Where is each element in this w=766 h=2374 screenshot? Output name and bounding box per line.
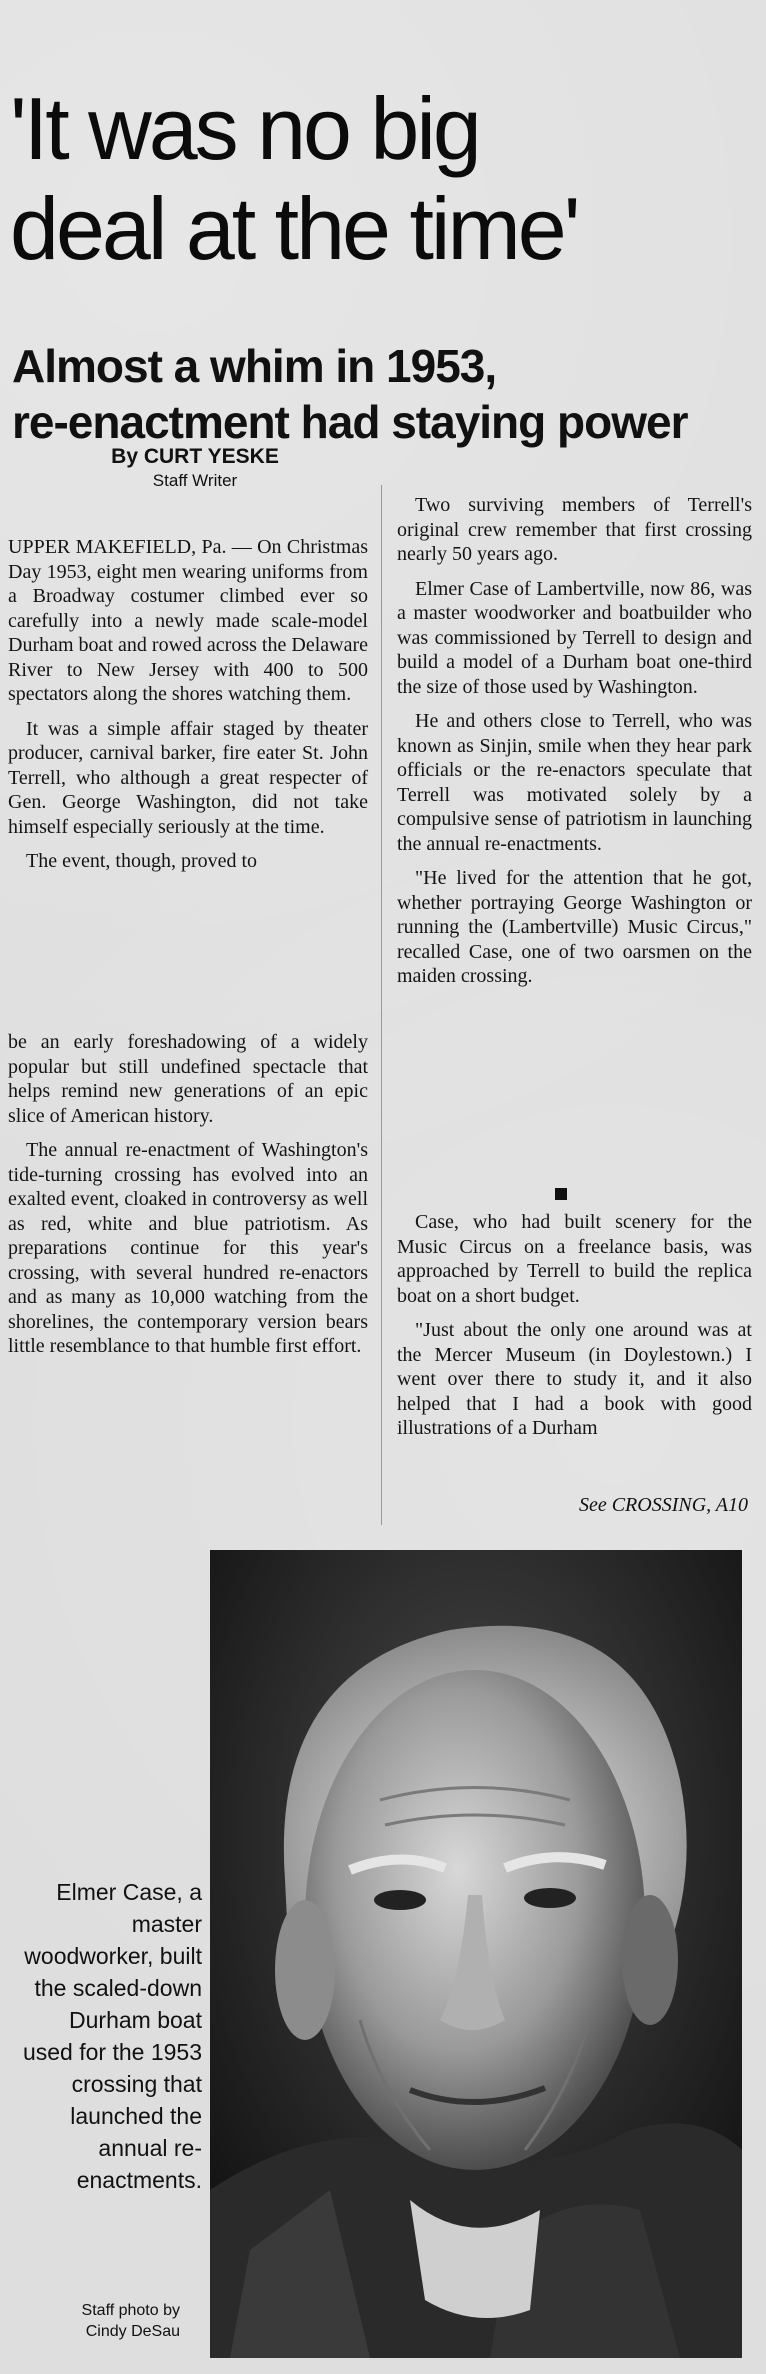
- article-column-a: [8, 535, 368, 884]
- article-column-c: [397, 493, 752, 999]
- byline-title: Staff Writer: [152, 471, 238, 490]
- jump-line: See CROSSING, A10: [578, 1494, 748, 1516]
- photo-caption: Elmer Case, a master woodworker, built the scaled-down Durham boat used for the 1953 crossing that launched the annual re-enactments.: [22, 1879, 202, 2193]
- paragraph: Case, who had built scenery for the Music Circus on a freelance basis, was approached by Terrell to build the replica boat on a short budget.: [397, 1211, 752, 1307]
- paragraph: be an early foreshadowing of a widely popular but still undefined spectacle that helps remind new generations of an epic slice of American history.: [8, 1031, 368, 1127]
- paragraph: The event, though, proved to: [26, 850, 258, 872]
- byline-author: By CURT YESKE: [111, 445, 279, 468]
- portrait-illustration: [210, 1550, 742, 2358]
- column-divider: [381, 485, 382, 1525]
- paragraph: He and others close to Terrell, who was known as Sinjin, smile when they hear park officials or the re-enactors speculate that Terrell was motivated solely by a compulsive sense of patriotism in launching the annual re-enactments.: [397, 710, 752, 855]
- portrait-photo: [210, 1550, 742, 2358]
- section-break-bullet: [555, 1188, 567, 1200]
- byline: [70, 445, 320, 491]
- paragraph: It was a simple affair staged by theater producer, carnival barker, fire eater St. John Terrell, who although a great respecter of Gen. George Washington, did not take himself especially seriously at the time.: [8, 717, 368, 838]
- paragraph: The annual re-enactment of Washington's tide-turning crossing has evolved into an exalted event, cloaked in controversy as well as red, white and blue patriotism. As preparations continue for this year's crossing, with several hundred re-enactors and as many as 10,000 watching from the shorelines, the contemporary version bears little resemblance to that humble first effort.: [8, 1139, 368, 1357]
- deck-subheadline: Almost a whim in 1953, re-enactment had staying power: [12, 340, 688, 449]
- paragraph: "Just about the only one around was at the Mercer Museum (in Doylestown.) I went over there to study it, and it also helped that I had a book with good illustrations of a Durham: [397, 1319, 752, 1439]
- paragraph: Two surviving members of Terrell's original crew remember that first crossing nearly 50 years ago.: [397, 494, 752, 565]
- paragraph: UPPER MAKEFIELD, Pa. — On Christmas Day 1953, eight men wearing uniforms from a Broadway costumer climbed ever so carefully into a newly made scale-model Durham boat and rowed across the Delaware River to New Jersey with 400 to 500 spectators along the shores watching them.: [8, 536, 368, 705]
- photo-credit: Staff photo by Cindy DeSau: [81, 2302, 180, 2340]
- paragraph: Elmer Case of Lambertville, now 86, was a master woodworker and boatbuilder who was commissioned by Terrell to design and build a model of a Durham boat one-third the size of those used by Washington.: [397, 577, 752, 698]
- article-column-d: [397, 1210, 752, 1451]
- paragraph: "He lived for the attention that he got, whether portraying George Washington or running the (Lambertville) Music Circus," recalled Case, one of two oarsmen on the maiden crossing.: [397, 867, 752, 987]
- article-column-b: [8, 1030, 368, 1369]
- headline: 'It was no big deal at the time': [10, 78, 578, 278]
